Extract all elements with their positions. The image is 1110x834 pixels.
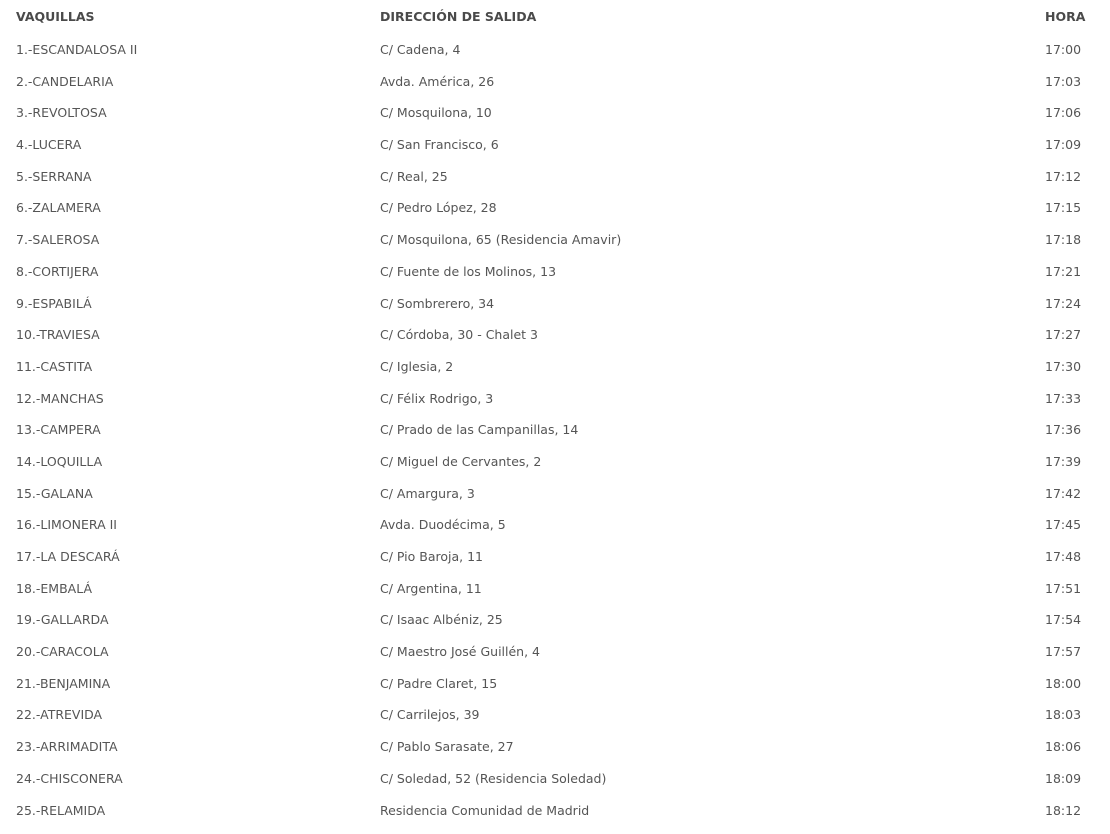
row-vaquilla-name: 6.-ZALAMERA	[16, 200, 101, 216]
row-departure-time: 17:45	[1045, 517, 1082, 533]
row-vaquilla-name: 17.-LA DESCARÁ	[16, 549, 120, 564]
row-departure-time: 18:09	[1045, 770, 1082, 786]
row-departure-address: Avda. Duodécima, 5	[380, 517, 506, 533]
row-departure-address: C/ Mosquilona, 10	[380, 105, 492, 121]
row-departure-address: C/ Carrilejos, 39	[380, 707, 480, 723]
row-departure-time: 17:18	[1045, 232, 1082, 248]
table-row	[0, 731, 1110, 763]
row-departure-time: 17:36	[1045, 422, 1082, 438]
row-vaquilla-name: 11.-CASTITA	[16, 358, 93, 374]
table-row	[0, 414, 1110, 446]
row-vaquilla-name: 9.-ESPABILÁ	[16, 295, 92, 311]
row-departure-time: 17:54	[1045, 612, 1082, 628]
row-departure-address: C/ Prado de las Campanillas, 14	[380, 422, 579, 438]
table-row	[0, 351, 1110, 383]
row-departure-address: C/ Iglesia, 2	[380, 358, 454, 374]
table-row	[0, 66, 1110, 98]
row-departure-address: C/ Cadena, 4	[380, 42, 461, 57]
row-departure-address: C/ Sombrerero, 34	[380, 295, 495, 311]
table-row	[0, 541, 1110, 573]
row-departure-address: C/ Maestro José Guillén, 4	[380, 644, 540, 660]
row-departure-time: 17:24	[1045, 295, 1082, 311]
header-direccion-de-salida: DIRECCIÓN DE SALIDA	[380, 9, 537, 24]
row-vaquilla-name: 18.-EMBALÁ	[16, 580, 93, 596]
row-vaquilla-name: 22.-ATREVIDA	[16, 707, 103, 723]
row-vaquilla-name: 13.-CAMPERA	[16, 422, 101, 438]
row-vaquilla-name: 16.-LIMONERA II	[16, 517, 117, 533]
row-vaquilla-name: 19.-GALLARDA	[16, 612, 109, 628]
row-departure-time: 17:57	[1045, 644, 1082, 660]
table-row	[0, 192, 1110, 224]
row-departure-address: C/ Isaac Albéniz, 25	[380, 612, 503, 628]
row-departure-address: C/ Pablo Sarasate, 27	[380, 739, 514, 755]
row-departure-time: 17:39	[1045, 453, 1082, 469]
table-row	[0, 573, 1110, 605]
row-vaquilla-name: 3.-REVOLTOSA	[16, 105, 107, 121]
row-vaquilla-name: 15.-GALANA	[16, 485, 93, 501]
table-row	[0, 509, 1110, 541]
row-vaquilla-name: 23.-ARRIMADITA	[16, 739, 118, 755]
row-vaquilla-name: 10.-TRAVIESA	[16, 327, 100, 343]
row-vaquilla-name: 5.-SERRANA	[16, 168, 92, 184]
row-departure-time: 17:51	[1045, 580, 1082, 596]
table-row	[0, 763, 1110, 795]
row-departure-time: 17:27	[1045, 327, 1082, 343]
table-row	[0, 319, 1110, 351]
row-departure-address: Residencia Comunidad de Madrid	[380, 802, 590, 818]
row-departure-time: 17:30	[1045, 358, 1082, 374]
row-vaquilla-name: 21.-BENJAMINA	[16, 675, 111, 691]
row-departure-time: 18:00	[1045, 675, 1082, 691]
row-vaquilla-name: 7.-SALEROSA	[16, 232, 100, 248]
row-departure-time: 17:33	[1045, 390, 1082, 406]
row-vaquilla-name: 14.-LOQUILLA	[16, 453, 103, 469]
table-row	[0, 446, 1110, 478]
table-row	[0, 34, 1110, 66]
row-departure-time: 17:21	[1045, 263, 1082, 279]
row-departure-address: C/ San Francisco, 6	[380, 137, 499, 153]
table-row	[0, 478, 1110, 510]
row-departure-time: 18:06	[1045, 739, 1082, 755]
table-row	[0, 668, 1110, 700]
row-departure-time: 17:48	[1045, 549, 1082, 564]
table-row	[0, 129, 1110, 161]
row-departure-address: C/ Argentina, 11	[380, 580, 482, 596]
row-departure-time: 17:09	[1045, 137, 1082, 153]
row-vaquilla-name: 24.-CHISCONERA	[16, 770, 123, 786]
table-row	[0, 256, 1110, 288]
table-header-row	[0, 0, 1110, 34]
row-departure-address: C/ Pedro López, 28	[380, 200, 497, 216]
row-departure-address: C/ Pio Baroja, 11	[380, 549, 484, 564]
row-departure-time: 17:06	[1045, 105, 1082, 121]
row-vaquilla-name: 20.-CARACOLA	[16, 644, 109, 660]
row-departure-time: 18:12	[1045, 802, 1082, 818]
table-body	[0, 34, 1110, 826]
row-vaquilla-name: 8.-CORTIJERA	[16, 263, 99, 279]
row-departure-address: C/ Miguel de Cervantes, 2	[380, 453, 542, 469]
table-row	[0, 604, 1110, 636]
row-departure-address: C/ Mosquilona, 65 (Residencia Amavir)	[380, 232, 622, 248]
header-hora: HORA	[1045, 9, 1086, 24]
table-row	[0, 224, 1110, 256]
row-departure-address: C/ Córdoba, 30 - Chalet 3	[380, 327, 538, 343]
header-vaquillas: VAQUILLAS	[16, 9, 95, 24]
table-row	[0, 699, 1110, 731]
row-departure-time: 17:42	[1045, 485, 1082, 501]
table-row	[0, 383, 1110, 415]
row-departure-address: C/ Amargura, 3	[380, 485, 475, 501]
row-departure-time: 17:15	[1045, 200, 1082, 216]
row-departure-address: C/ Padre Claret, 15	[380, 675, 498, 691]
table-row	[0, 636, 1110, 668]
row-departure-address: C/ Soledad, 52 (Residencia Soledad)	[380, 770, 607, 786]
row-vaquilla-name: 2.-CANDELARIA	[16, 73, 114, 89]
row-departure-time: 18:03	[1045, 707, 1082, 723]
row-vaquilla-name: 1.-ESCANDALOSA II	[16, 42, 138, 57]
row-departure-address: C/ Real, 25	[380, 168, 448, 184]
row-departure-time: 17:12	[1045, 168, 1082, 184]
row-departure-address: Avda. América, 26	[380, 73, 495, 89]
row-vaquilla-name: 4.-LUCERA	[16, 137, 82, 153]
table-row	[0, 795, 1110, 827]
row-departure-address: C/ Fuente de los Molinos, 13	[380, 263, 557, 279]
table-row	[0, 161, 1110, 193]
table-row	[0, 288, 1110, 320]
table-row	[0, 97, 1110, 129]
row-vaquilla-name: 12.-MANCHAS	[16, 390, 104, 406]
row-departure-address: C/ Félix Rodrigo, 3	[380, 390, 494, 406]
row-departure-time: 17:00	[1045, 42, 1082, 57]
row-departure-time: 17:03	[1045, 73, 1082, 89]
row-vaquilla-name: 25.-RELAMIDA	[16, 802, 106, 818]
